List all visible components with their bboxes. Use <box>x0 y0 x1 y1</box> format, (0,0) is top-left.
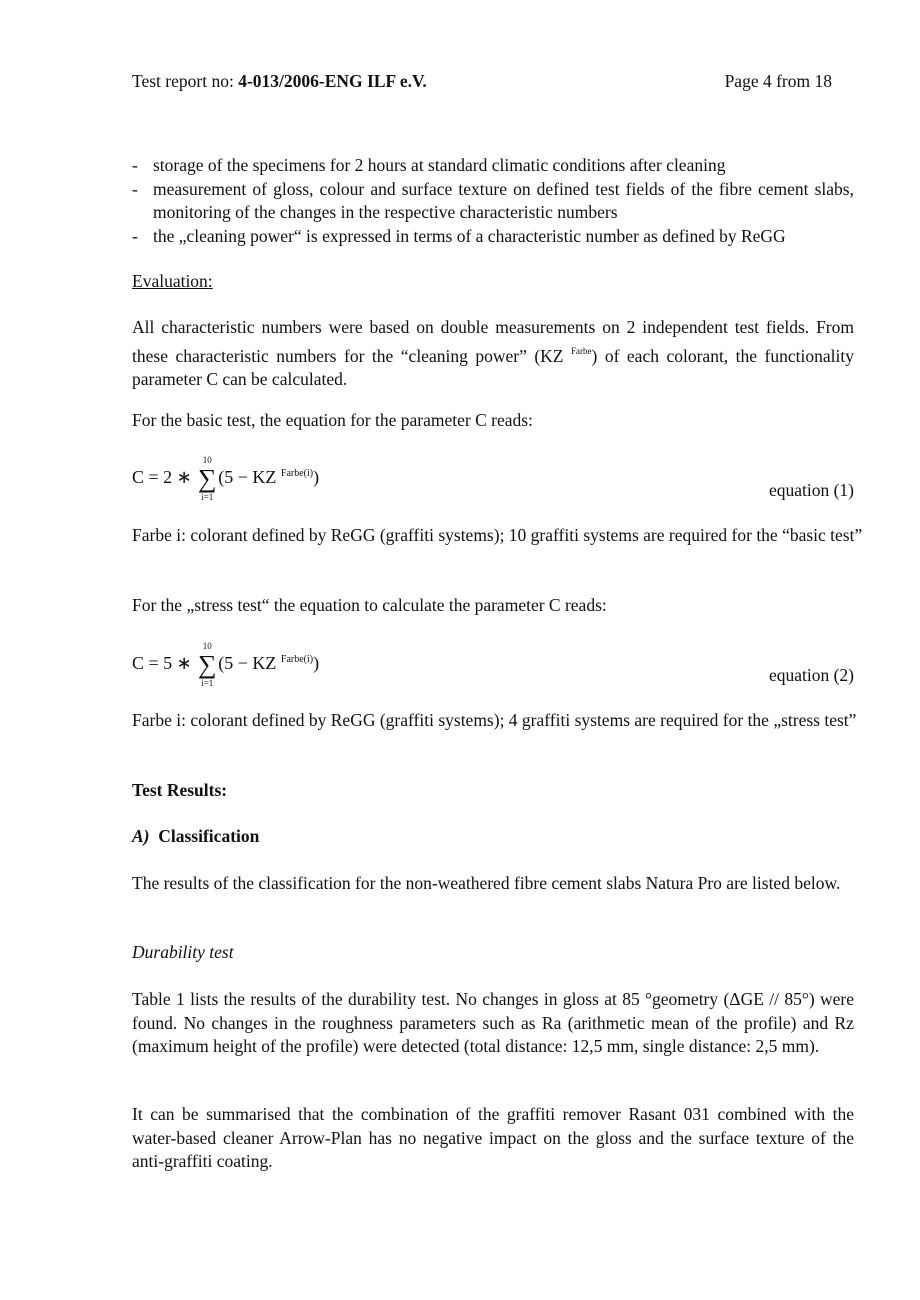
durability-paragraph: Table 1 lists the results of the durability test. No changes in gloss at 85 °geometry (ΔGE // 85°) were found. No changes in the roughness parameters such as Ra (arithmetic mean of the profile) and Rz (maximum height of the profile) were detected (total distance: 12,5 mm, single distance: 2,5 mm). <box>132 989 854 1056</box>
equation-2 <box>132 641 320 688</box>
sum-lower: i=1 <box>201 492 214 502</box>
eq-close: ) <box>313 467 320 488</box>
sum-upper: 10 <box>202 641 212 651</box>
eq-body: (5 − KZ <box>218 653 281 674</box>
text: All characteristic numbers were based on double measurements on 2 independent test fields. From these characteristic numbers for the “cleaning power” (KZ <box>132 317 854 366</box>
eq-sup: Farbe(i) <box>280 468 314 480</box>
eq-body: (5 − KZ <box>218 467 281 488</box>
eq-lhs: C = 5 ∗ <box>132 653 197 674</box>
sum-lower: i=1 <box>201 678 214 688</box>
list-item: - the „cleaning power“ is expressed in terms of a characteristic number as defined by ReGG <box>132 225 854 249</box>
report-number <box>132 71 427 92</box>
eq-close: ) <box>313 653 320 674</box>
report-id: 4-013/2006-ENG ILF e.V. <box>238 71 427 91</box>
equation-1-label: equation (1) <box>768 480 854 500</box>
list-item: - storage of the specimens for 2 hours at standard climatic conditions after cleaning <box>132 154 854 178</box>
evaluation-paragraph <box>132 316 854 392</box>
stress-test-intro: For the „stress test“ the equation to calculate the parameter C reads: <box>132 595 607 615</box>
list-item: - measurement of gloss, colour and surface texture on defined test fields of the fibre cement slabs, monitoring of the changes in the respective characteristic numbers <box>132 178 854 225</box>
sum-upper: 10 <box>202 455 212 465</box>
procedure-list <box>132 154 854 248</box>
sigma: ∑ <box>197 650 217 679</box>
equation-1 <box>132 455 320 502</box>
test-results-heading: Test Results: <box>132 780 228 800</box>
section-title: Classification <box>158 826 260 846</box>
sigma: ∑ <box>197 464 217 493</box>
summary-paragraph: It can be summarised that the combination of the graffiti remover Rasant 031 combined with the water-based cleaner Arrow-Plan has no negative impact on the gloss and the surface texture of the anti-graffiti coating. <box>132 1104 854 1171</box>
report-label: Test report no: <box>132 71 239 91</box>
farbe-definition-1: Farbe i: colorant defined by ReGG (graffiti systems); 10 graffiti systems are required for the “basic test” <box>132 525 863 545</box>
page-number: Page 4 from 18 <box>724 71 832 91</box>
evaluation-heading: Evaluation: <box>132 271 213 291</box>
sum-symbol <box>196 455 218 502</box>
text: ) of each colorant, the functionality parameter C can be calculated. <box>132 345 854 389</box>
classification-heading <box>132 825 854 849</box>
section-letter: A) <box>132 826 150 846</box>
sum-symbol <box>196 641 218 688</box>
basic-test-intro: For the basic test, the equation for the parameter C reads: <box>132 410 533 430</box>
superscript: Farbe <box>571 345 592 356</box>
eq-lhs: C = 2 ∗ <box>132 467 197 488</box>
durability-subheading: Durability test <box>132 942 234 962</box>
classification-intro: The results of the classification for the non-weathered fibre cement slabs Natura Pro are listed below. <box>132 873 841 893</box>
equation-2-label: equation (2) <box>768 665 854 685</box>
eq-sup: Farbe(i) <box>280 654 314 666</box>
farbe-definition-2: Farbe i: colorant defined by ReGG (graffiti systems); 4 graffiti systems are required for the „stress test” <box>132 710 857 730</box>
